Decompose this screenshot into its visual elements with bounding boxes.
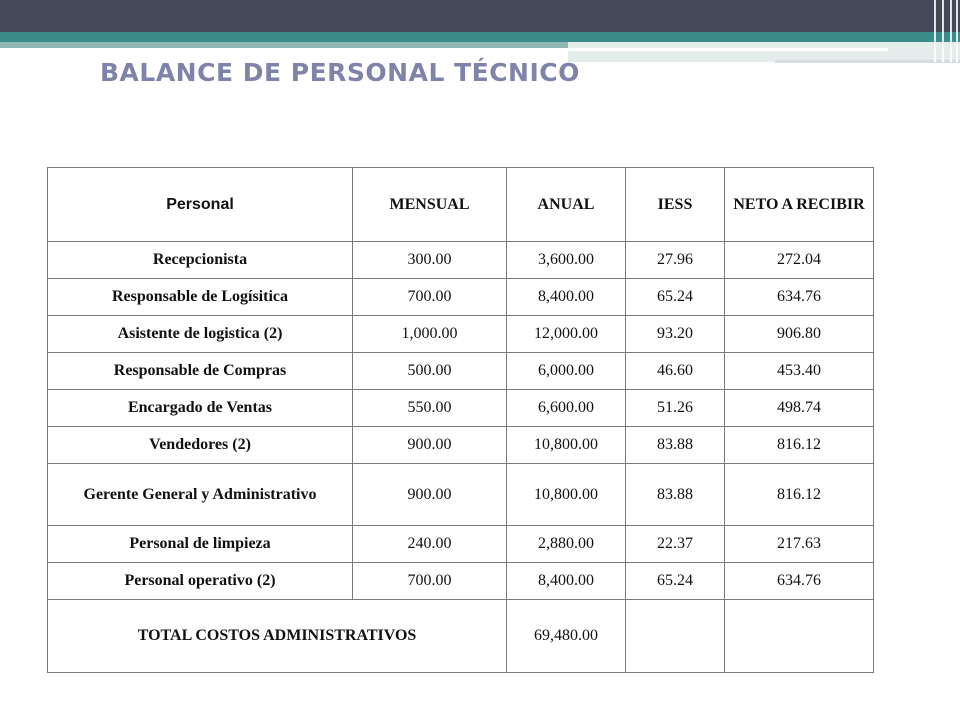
cell-iess: 65.24 (626, 563, 725, 600)
cell-mensual: 300.00 (353, 242, 507, 279)
cell-neto: 634.76 (725, 279, 874, 316)
table-row (48, 464, 874, 526)
cell-mensual: 700.00 (353, 563, 507, 600)
cell-mensual: 900.00 (353, 427, 507, 464)
cell-mensual: 700.00 (353, 279, 507, 316)
cell-mensual: 550.00 (353, 390, 507, 427)
cell-iess: 46.60 (626, 353, 725, 390)
cell-role: Personal de limpieza (48, 526, 353, 563)
cell-mensual: 240.00 (353, 526, 507, 563)
table-row (48, 390, 874, 427)
total-empty-iess (626, 600, 725, 673)
cell-role: Encargado de Ventas (48, 390, 353, 427)
cell-role: Recepcionista (48, 242, 353, 279)
cell-anual: 8,400.00 (507, 279, 626, 316)
cell-iess: 93.20 (626, 316, 725, 353)
header-bar-teal (0, 32, 960, 42)
table-row (48, 242, 874, 279)
cell-neto: 453.40 (725, 353, 874, 390)
cell-iess: 27.96 (626, 242, 725, 279)
cell-neto: 272.04 (725, 242, 874, 279)
total-label: TOTAL COSTOS ADMINISTRATIVOS (48, 600, 507, 673)
table-header-row (48, 168, 874, 242)
cell-anual: 8,400.00 (507, 563, 626, 600)
column-header-mensual: MENSUAL (353, 168, 507, 242)
table-row (48, 279, 874, 316)
column-header-personal: Personal (48, 168, 353, 242)
cell-anual: 10,800.00 (507, 464, 626, 526)
cell-role: Asistente de logistica (2) (48, 316, 353, 353)
cell-anual: 6,600.00 (507, 390, 626, 427)
cell-iess: 65.24 (626, 279, 725, 316)
balance-table (47, 167, 874, 673)
cell-neto: 498.74 (725, 390, 874, 427)
cell-iess: 83.88 (626, 427, 725, 464)
table-row (48, 526, 874, 563)
cell-role: Responsable de Logísitica (48, 279, 353, 316)
cell-iess: 83.88 (626, 464, 725, 526)
slide-title: BALANCE DE PERSONAL TÉCNICO (100, 58, 580, 87)
total-value: 69,480.00 (507, 600, 626, 673)
column-header-anual: ANUAL (507, 168, 626, 242)
column-header-neto: NETO A RECIBIR (725, 168, 874, 242)
column-header-iess: IESS (626, 168, 725, 242)
table-row (48, 353, 874, 390)
cell-iess: 22.37 (626, 526, 725, 563)
cell-neto: 816.12 (725, 464, 874, 526)
header-bar-teal-light (0, 42, 568, 48)
header-decoration-lines (928, 0, 960, 62)
header-bar-highlight (568, 48, 888, 51)
cell-role: Personal operativo (2) (48, 563, 353, 600)
cell-neto: 634.76 (725, 563, 874, 600)
total-row (48, 600, 874, 673)
table-row (48, 427, 874, 464)
cell-anual: 12,000.00 (507, 316, 626, 353)
cell-mensual: 500.00 (353, 353, 507, 390)
cell-mensual: 900.00 (353, 464, 507, 526)
header-bar-light (568, 42, 960, 62)
cell-neto: 906.80 (725, 316, 874, 353)
header-bar-dark (0, 0, 960, 32)
cell-role: Vendedores (2) (48, 427, 353, 464)
table-row (48, 316, 874, 353)
cell-anual: 10,800.00 (507, 427, 626, 464)
cell-role: Responsable de Compras (48, 353, 353, 390)
cell-anual: 2,880.00 (507, 526, 626, 563)
cell-neto: 816.12 (725, 427, 874, 464)
cell-iess: 51.26 (626, 390, 725, 427)
total-empty-neto (725, 600, 874, 673)
cell-role: Gerente General y Administrativo (48, 464, 353, 526)
cell-anual: 3,600.00 (507, 242, 626, 279)
cell-neto: 217.63 (725, 526, 874, 563)
cell-anual: 6,000.00 (507, 353, 626, 390)
cell-mensual: 1,000.00 (353, 316, 507, 353)
table-row (48, 563, 874, 600)
